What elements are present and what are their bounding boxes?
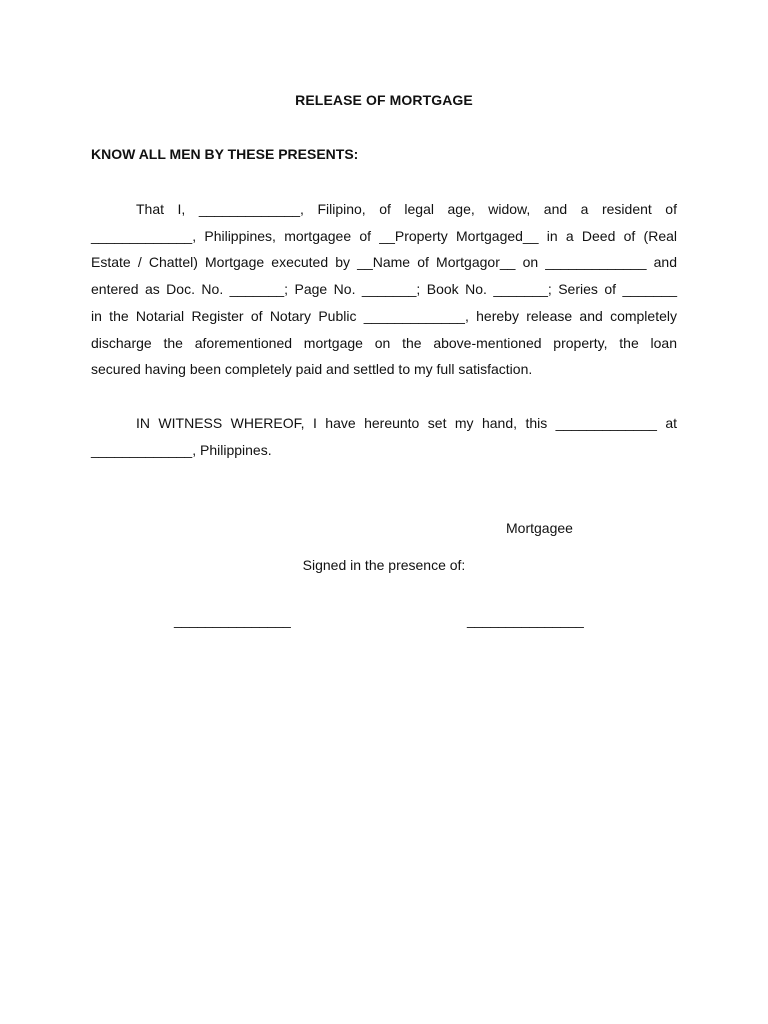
- document-heading: KNOW ALL MEN BY THESE PRESENTS:: [91, 146, 359, 162]
- paragraph-line: _____________, Philippines, mortgagee of __Property Mortgaged__ in a Deed of (Real: [91, 227, 677, 244]
- body-paragraph-witness: [91, 410, 677, 463]
- mortgagee-signature-label: Mortgagee: [506, 520, 573, 536]
- document-title: RELEASE OF MORTGAGE: [295, 92, 473, 108]
- paragraph-line: discharge the aforementioned mortgage on the above-mentioned property, the loan: [91, 334, 677, 351]
- witness-signature-line-2: _______________: [467, 612, 584, 628]
- paragraph-line: _____________, Philippines.: [91, 441, 272, 458]
- paragraph-line: IN WITNESS WHEREOF, I have hereunto set my hand, this _____________ at: [136, 415, 677, 431]
- paragraph-line: entered as Doc. No. _______; Page No. _______; Book No. _______; Series of _______: [91, 281, 677, 298]
- paragraph-line: in the Notarial Register of Notary Public _____________, hereby release and completely: [91, 307, 677, 324]
- body-paragraph-release: [91, 196, 677, 383]
- signed-in-presence-label: Signed in the presence of:: [302, 557, 466, 573]
- paragraph-line: Estate / Chattel) Mortgage executed by __Name of Mortgagor__ on _____________ and: [91, 254, 677, 271]
- witness-signature-line-1: _______________: [174, 612, 291, 628]
- paragraph-line: That I, _____________, Filipino, of legal age, widow, and a resident of: [136, 201, 677, 217]
- paragraph-line: secured having been completely paid and settled to my full satisfaction.: [91, 361, 533, 378]
